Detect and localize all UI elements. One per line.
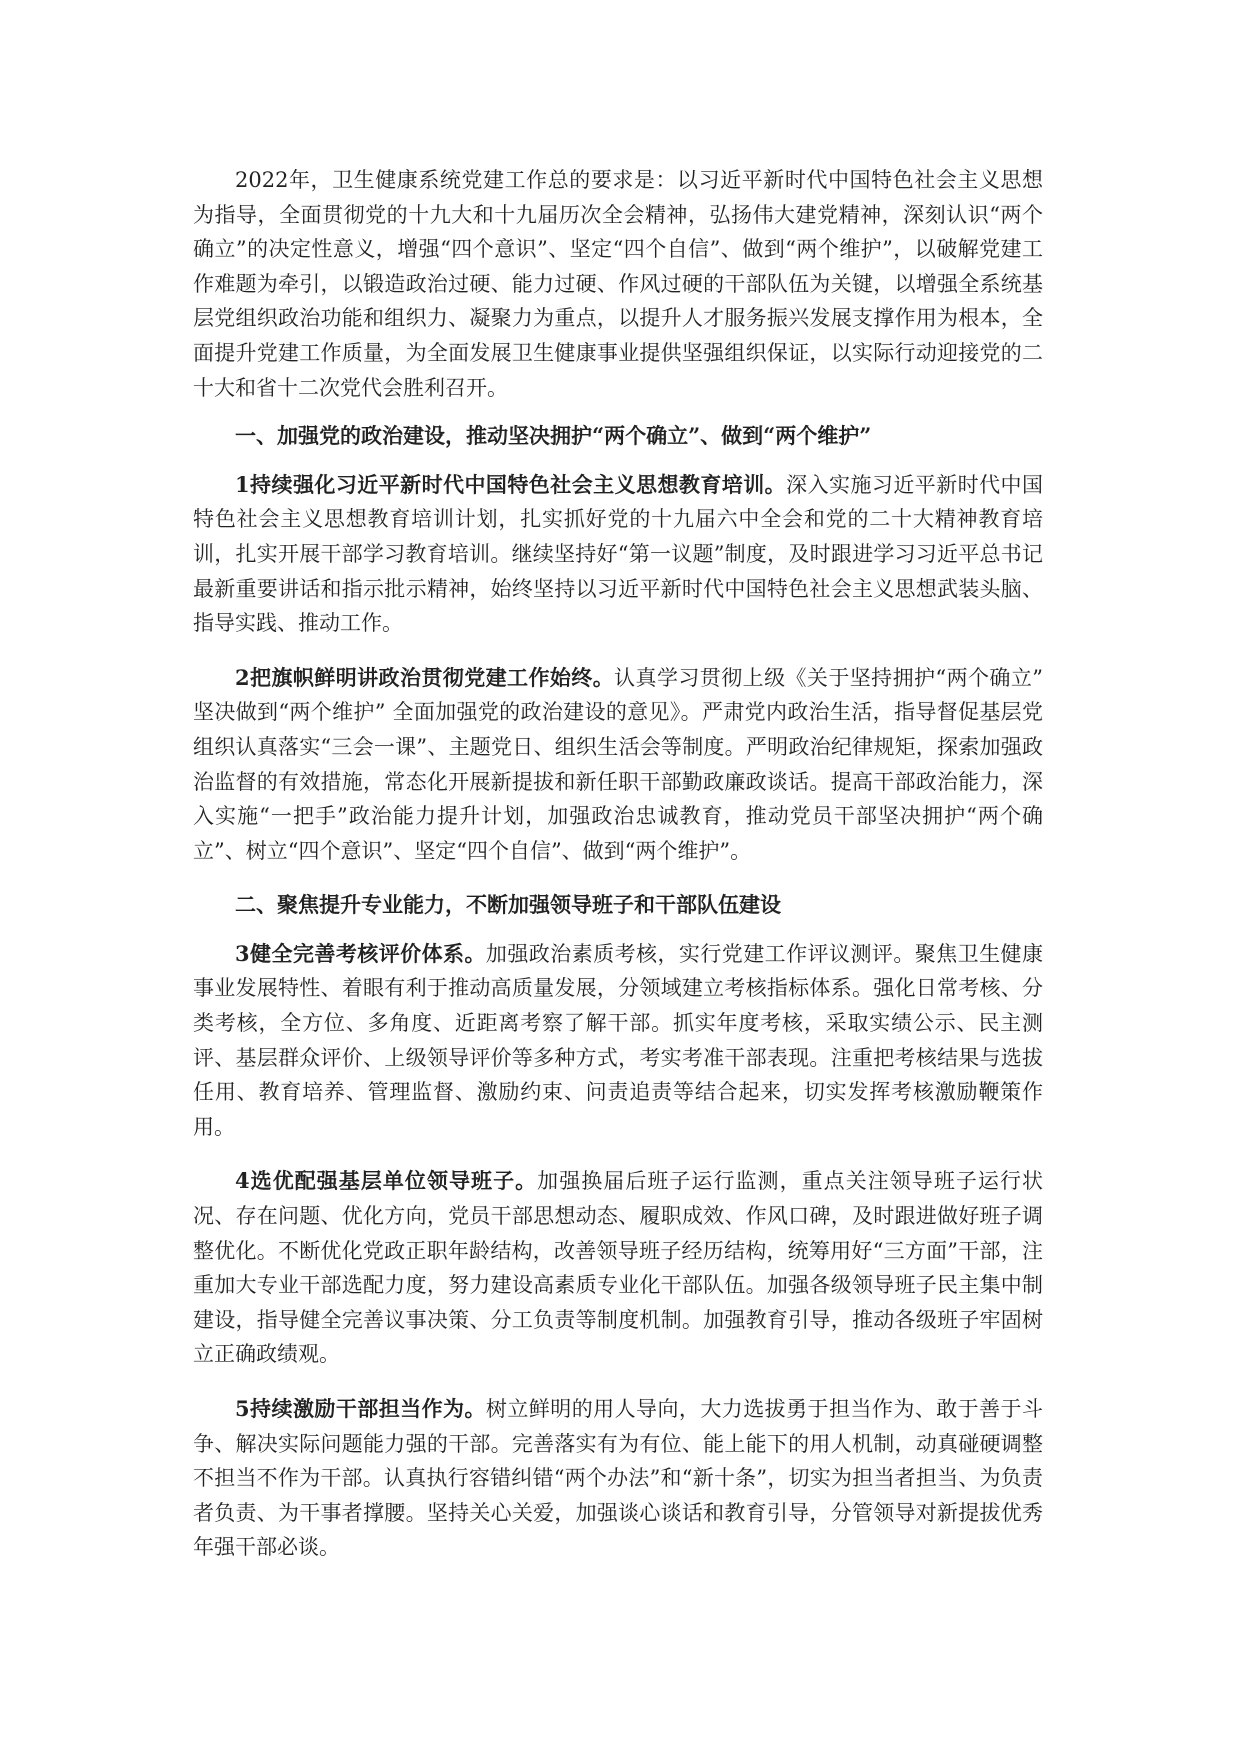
- item-4-body: 加强换届后班子运行监测，重点关注领导班子运行状况、存在问题、优化方向，党员干部思想动态、履职成效、作风口碑，及时跟进做好班子调整优化。不断优化党政正职年龄结构，改善领导班子经历结构，统筹用好“三方面”干部，注重加大专业干部选配力度，努力建设高素质专业化干部队伍。加强各级领导班子民主集中制建设，指导健全完善议事决策、分工负责等制度机制。加强教育引导，推动各级班子牢固树立正确政绩观。: [193, 1169, 1043, 1367]
- document-page: [193, 163, 1043, 1565]
- item-1-lead: 1持续强化习近平新时代中国特色社会主义思想教育培训。: [235, 471, 787, 497]
- section-2-heading: 二、聚焦提升专业能力，不断加强领导班子和干部队伍建设: [235, 892, 781, 918]
- item-3-paragraph: [193, 937, 1043, 1145]
- item-1-paragraph: [193, 468, 1043, 641]
- item-2-body: 认真学习贯彻上级《关于坚持拥护“两个确立” 坚决做到“两个维护” 全面加强党的政治建设的意见》。严肃党内政治生活，指导督促基层党组织认真落实“三会一课”、主题党日、组织生活会等制度。严明政治纪律规矩，探索加强政治监督的有效措施，常态化开展新提拔和新任职干部勤政廉政谈话。提高干部政治能力，深入实施“一把手”政治能力提升计划，加强政治忠诚教育，推动党员干部坚决拥护“两个确立”、树立“四个意识”、坚定“四个自信”、做到“两个维护”。: [193, 665, 1043, 863]
- item-2-lead: 2把旗帜鲜明讲政治贯彻党建工作始终。: [235, 664, 615, 690]
- item-3-body: 加强政治素质考核，实行党建工作评议测评。聚焦卫生健康事业发展特性、着眼有利于推动高质量发展，分领域建立考核指标体系。强化日常考核、分类考核，全方位、多角度、近距离考察了解干部。抓实年度考核，采取实绩公示、民主测评、基层群众评价、上级领导评价等多种方式，考实考准干部表现。注重把考核结果与选拔任用、教育培养、管理监督、激励约束、问责追责等结合起来，切实发挥考核激励鞭策作用。: [193, 941, 1043, 1139]
- item-4-lead: 4选优配强基层单位领导班子。: [235, 1168, 538, 1194]
- item-5-body: 树立鲜明的用人导向，大力选拔勇于担当作为、敢于善于斗争、解决实际问题能力强的干部。完善落实有为有位、能上能下的用人机制，动真碰硬调整不担当不作为干部。认真执行容错纠错“两个办法”和“新十条”，切实为担当者担当、为负责者负责、为干事者撑腰。坚持关心关爱，加强谈心谈话和教育引导，分管领导对新提拔优秀年强干部必谈。: [193, 1397, 1043, 1560]
- item-3-lead: 3健全完善考核评价体系。: [235, 940, 486, 966]
- item-4-paragraph: [193, 1164, 1043, 1372]
- item-2-paragraph: [193, 661, 1043, 869]
- intro-paragraph: 2022年，卫生健康系统党建工作总的要求是：以习近平新时代中国特色社会主义思想为指导，全面贯彻党的十九大和十九届历次全会精神，弘扬伟大建党精神，深刻认识“两个确立”的决定性意义，增强“四个意识”、坚定“四个自信”、做到“两个维护”，以破解党建工作难题为牵引，以锻造政治过硬、能力过硬、作风过硬的干部队伍为关键，以增强全系统基层党组织政治功能和组织力、凝聚力为重点，以提升人才服务振兴发展支撑作用为根本，全面提升党建工作质量，为全面发展卫生健康事业提供坚强组织保证，以实际行动迎接党的二十大和省十二次党代会胜利召开。: [193, 168, 1043, 400]
- item-5-paragraph: [193, 1392, 1043, 1565]
- item-5-lead: 5持续激励干部担当作为。: [235, 1396, 486, 1421]
- section-1-heading: 一、加强党的政治建设，推动坚决拥护“两个确立”、做到“两个维护”: [235, 423, 872, 449]
- item-1-body: 深入实施习近平新时代中国特色社会主义思想教育培训计划，扎实抓好党的十九届六中全会和党的二十大精神教育培训，扎实开展干部学习教育培训。继续坚持好“第一议题”制度，及时跟进学习习近平总书记最新重要讲话和指示批示精神，始终坚持以习近平新时代中国特色社会主义思想武装头脑、指导实践、推动工作。: [193, 472, 1043, 636]
